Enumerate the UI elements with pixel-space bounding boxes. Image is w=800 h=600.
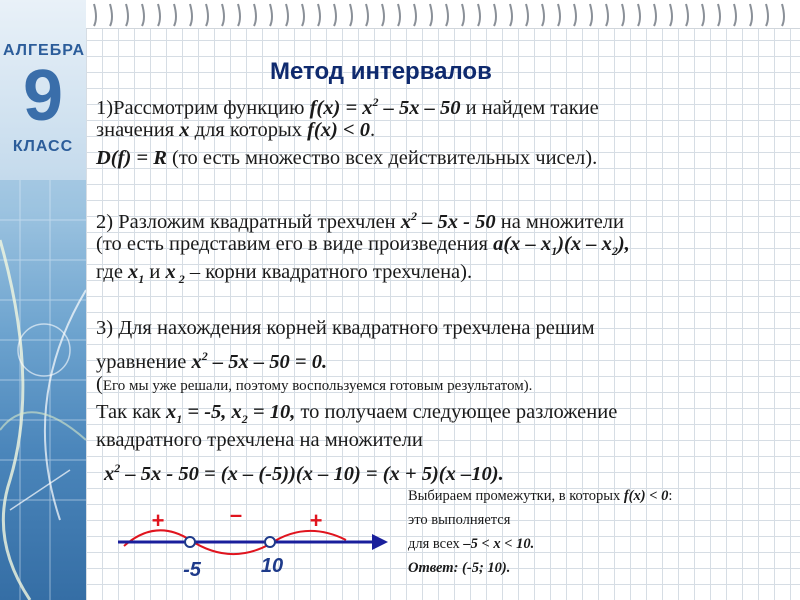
note-line3: для всех –5 < x < 10. bbox=[408, 536, 535, 552]
step1-line3: D(f) = R (то есть множество всех действительных чисел). bbox=[96, 147, 598, 169]
step3-line6: $x^2 - 5x - 50 = (x - (-5))(x - 10) = (x + 5)(x$ –10). bbox=[104, 461, 504, 485]
note-line1: Выбираем промежутки, в которых f(x) < 0: bbox=[408, 488, 673, 504]
banner-subject: АЛГЕБРА bbox=[2, 42, 86, 59]
sign-plus-left: + bbox=[151, 508, 165, 533]
axis-arrow-icon bbox=[372, 534, 388, 550]
step2-line2: (то есть представим его в виде произведения $a(x - x_1)(x - x_2)$, bbox=[96, 233, 630, 259]
spiral-rings bbox=[86, 0, 800, 28]
step3-line2: уравнение $x^2 - 5x - 50 = 0$. bbox=[96, 349, 328, 373]
step3-line5: квадратного трехчлена на множители bbox=[96, 429, 423, 451]
step1-line1: 1)Рассмотрим функцию $f(x) = x^2 - 5x - 50$ и найдем такие bbox=[96, 95, 599, 119]
page-title: Метод интервалов bbox=[270, 58, 492, 85]
notebook-spiral bbox=[86, 0, 800, 29]
answer-note bbox=[408, 484, 672, 580]
step3-line3: (Его мы уже решали, поэтому воспользуемся готовым результатом). bbox=[96, 373, 533, 395]
note-line2: это выполняется bbox=[408, 512, 511, 528]
step2-line3: где $x_1$ и x $_2$ – корни квадратного трехчлена). bbox=[96, 261, 473, 287]
step2-line1: 2) Разложим квадратный трехчлен $x^2 - 5x - 50$ на множители bbox=[96, 209, 625, 233]
banner-grade: 9 bbox=[22, 56, 64, 136]
step1-line2: значения x для которых f(x) < 0. bbox=[96, 119, 376, 141]
step3-line1: 3) Для нахождения корней квадратного трехчлена решим bbox=[96, 317, 595, 339]
banner-class-label: КЛАСС bbox=[12, 138, 74, 155]
sign-minus-mid: – bbox=[229, 502, 243, 527]
point-minus-5 bbox=[185, 537, 195, 547]
number-line-diagram bbox=[110, 500, 400, 590]
point-10 bbox=[265, 537, 275, 547]
step3-line4: Так как $x_1 = -5$, $x_2 = 10$, то получаем следующее разложение bbox=[96, 401, 618, 427]
note-line4: Ответ: (-5; 10). bbox=[408, 560, 511, 576]
banner-art bbox=[0, 180, 86, 600]
left-banner bbox=[0, 0, 86, 600]
point-label-10: 10 bbox=[260, 555, 284, 577]
point-label-minus-5: -5 bbox=[183, 559, 201, 581]
sign-plus-right: + bbox=[309, 508, 323, 533]
